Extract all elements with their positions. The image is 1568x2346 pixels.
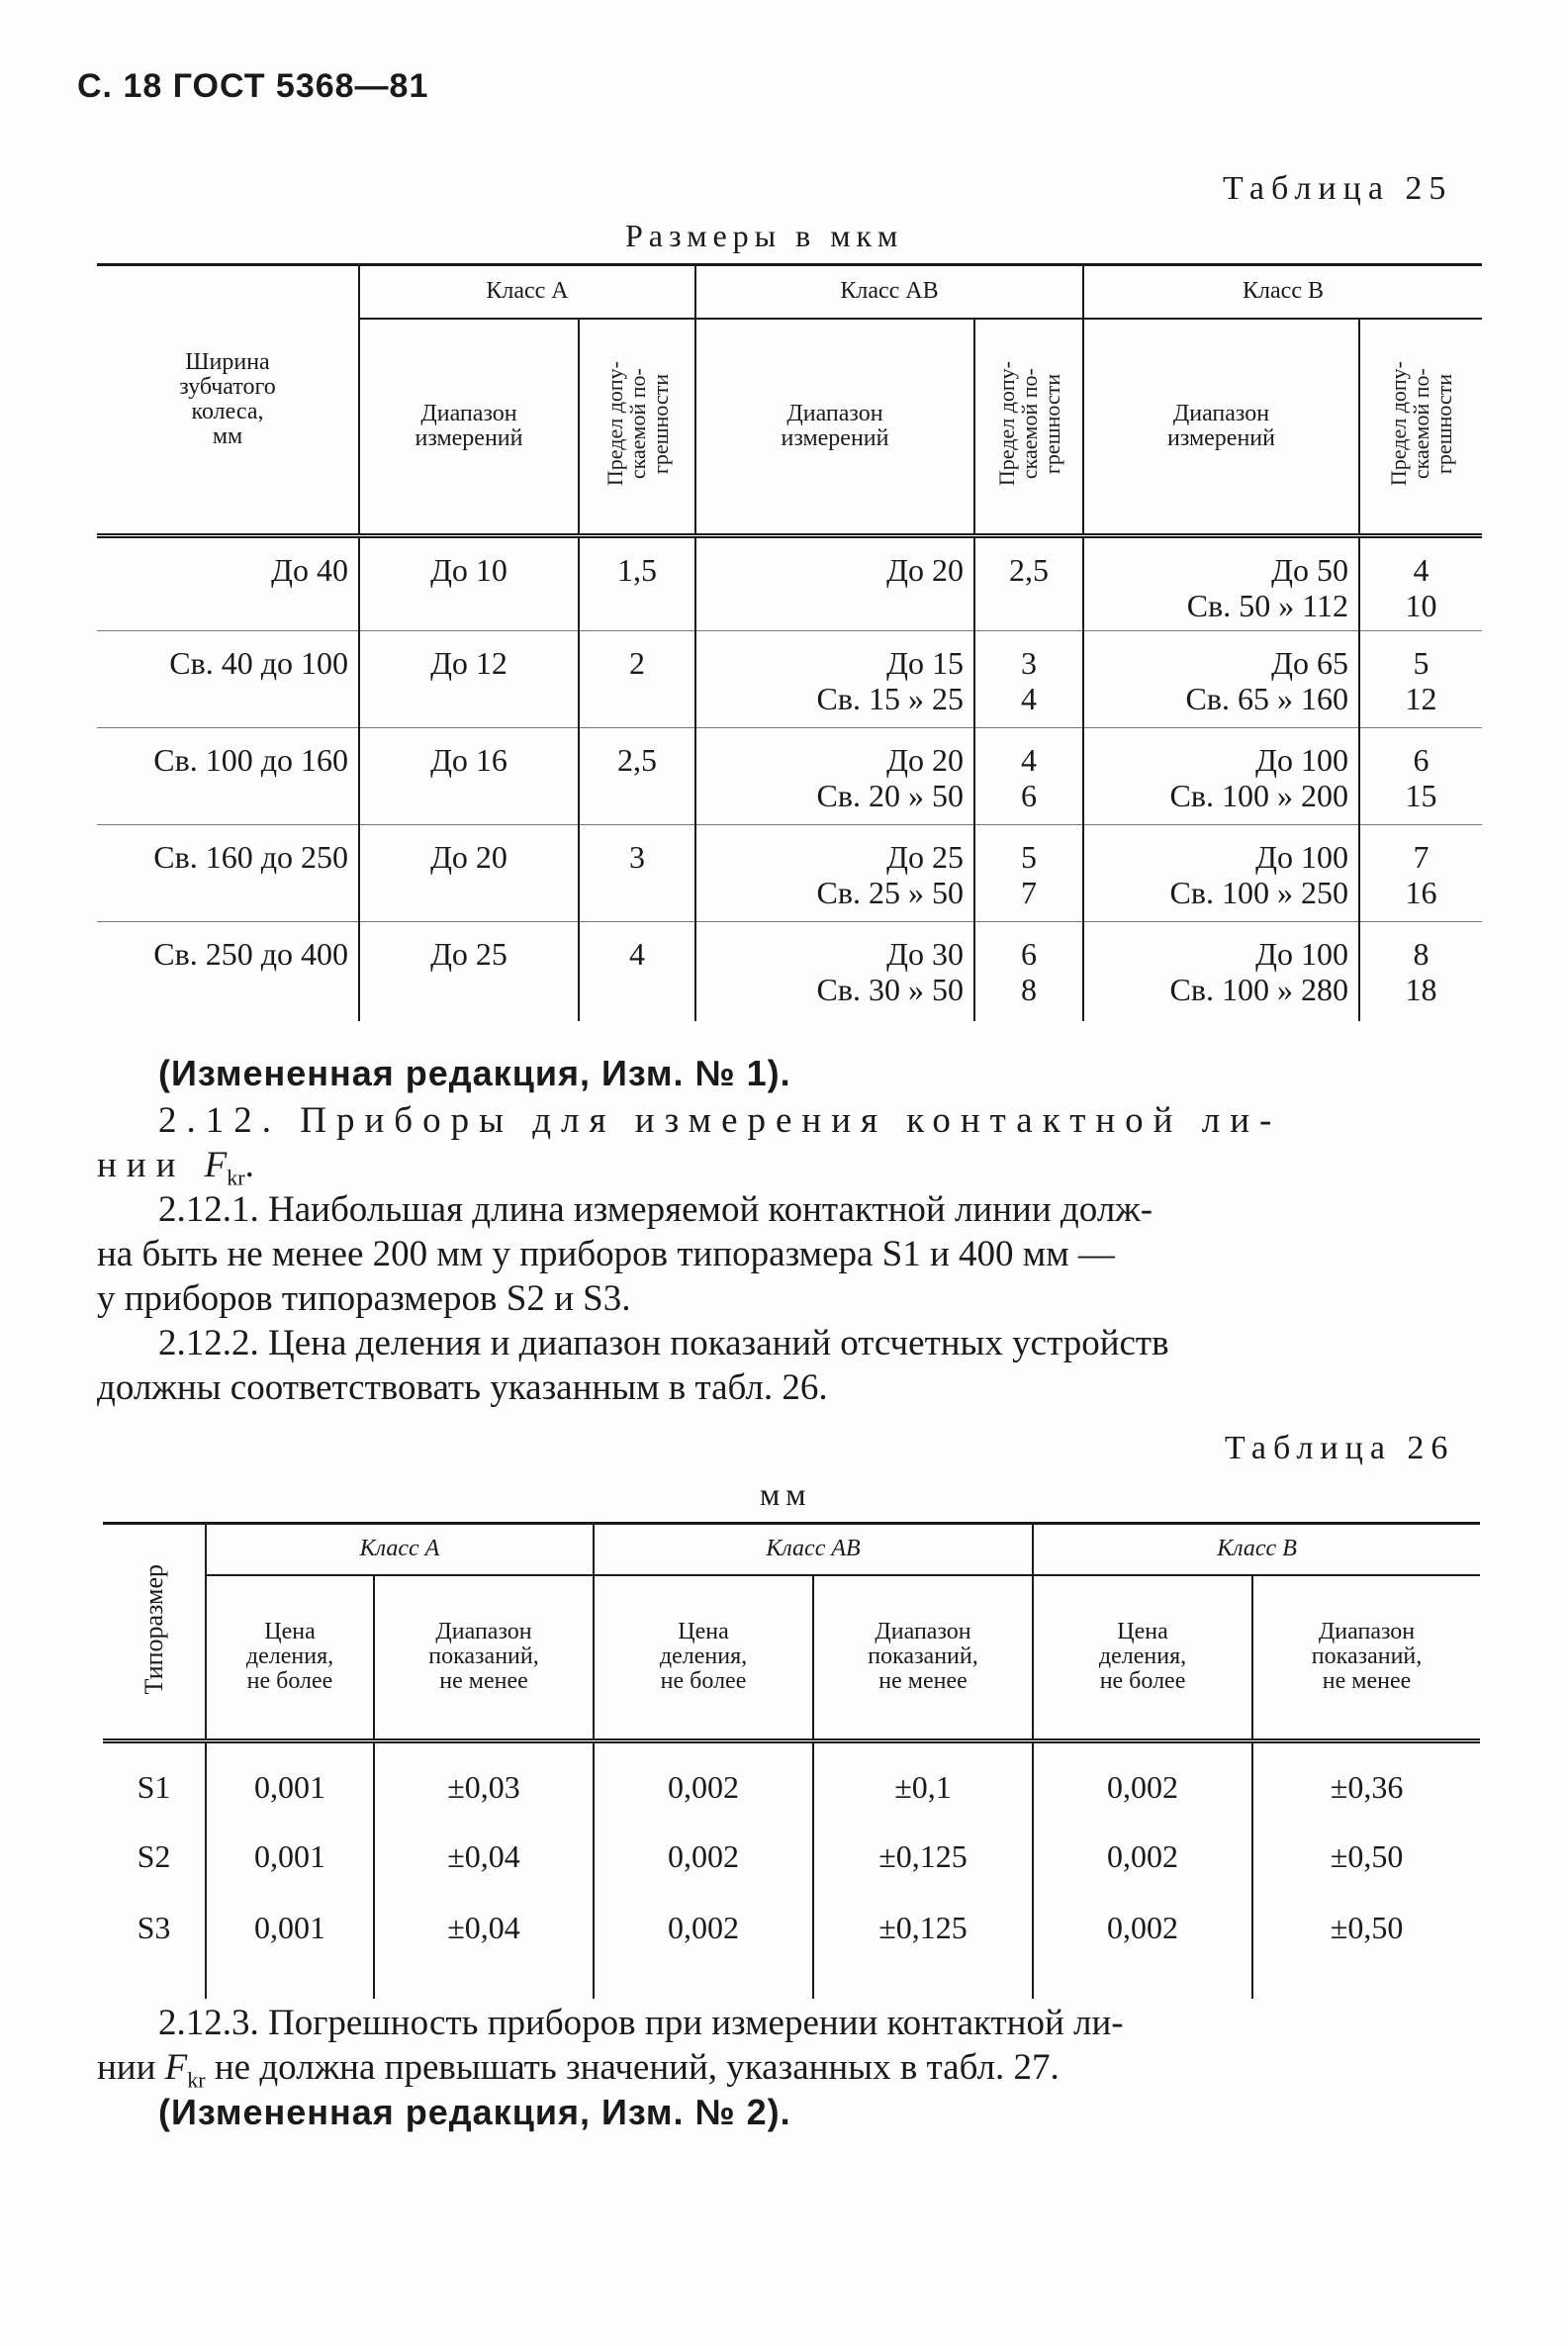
cell-ab-range: ±0,1 xyxy=(813,1741,1033,1829)
cell-b-range: ±0,50 xyxy=(1252,1829,1480,1900)
cell-b-range: До 65 Св. 65 » 160 xyxy=(1083,631,1359,728)
cell-ab-div: 0,002 xyxy=(594,1900,813,1999)
subheader-range-b: Диапазон измерений xyxy=(1083,319,1359,536)
cell-ab-range: ±0,125 xyxy=(813,1900,1033,1999)
col-header-width: Ширина зубчатого колеса, мм xyxy=(97,265,359,536)
table26-caption: Таблица 26 xyxy=(1225,1430,1455,1466)
cell-a-div: 0,001 xyxy=(206,1741,374,1829)
cell-ab-tol: 4 6 xyxy=(974,728,1083,825)
cell-a-range: ±0,03 xyxy=(374,1741,594,1829)
cell-b-range: До 100 Св. 100 » 250 xyxy=(1083,825,1359,922)
cell-ab-range: До 20 xyxy=(695,536,974,631)
para-2-12-2-line1: 2.12.2. Цена деления и диапазон показаний отсчетных устройств xyxy=(158,1323,1169,1363)
subheader-div-b: Цена деления, не более xyxy=(1033,1575,1252,1741)
subheader-tol-b: Предел допу- скаемой по- грешности xyxy=(1359,319,1482,536)
cell-a-range: До 25 xyxy=(359,922,579,1021)
para-2-12-1-line2: на быть не менее 200 мм у приборов типоразмера S1 и 400 мм — xyxy=(97,1234,1115,1274)
para-2-12-3-line1: 2.12.3. Погрешность приборов при измерении контактной ли- xyxy=(158,2003,1124,2043)
para-2-12-line2: нии $F_{kr}$. xyxy=(97,1145,254,1190)
cell-b-tol: 6 15 xyxy=(1359,728,1482,825)
subheader-range-a: Диапазон показаний, не менее xyxy=(374,1575,594,1741)
cell-b-range: ±0,50 xyxy=(1252,1900,1480,1999)
col-header-class-ab: Класс АВ xyxy=(594,1524,1033,1575)
subheader-range-ab: Диапазон показаний, не менее xyxy=(813,1575,1033,1741)
cell-ab-range: До 30 Св. 30 » 50 xyxy=(695,922,974,1021)
cell-ab-range: До 15 Св. 15 » 25 xyxy=(695,631,974,728)
table-26 xyxy=(103,1522,1480,1999)
subheader-div-a: Цена деления, не более xyxy=(206,1575,374,1741)
subheader-range-ab: Диапазон измерений xyxy=(695,319,974,536)
cell-b-range: До 100 Св. 100 » 200 xyxy=(1083,728,1359,825)
cell-width: Св. 250 до 400 xyxy=(153,936,348,972)
table-row xyxy=(103,1829,1480,1900)
cell-a-range: ±0,04 xyxy=(374,1829,594,1900)
table-row xyxy=(97,922,1482,1021)
cell-ab-div: 0,002 xyxy=(594,1741,813,1829)
table-row xyxy=(103,1741,1480,1829)
subheader-range-b: Диапазон показаний, не менее xyxy=(1252,1575,1480,1741)
cell-a-tol: 3 xyxy=(579,825,695,922)
cell-width: Св. 40 до 100 xyxy=(97,631,359,728)
table25-units: Размеры в мкм xyxy=(625,218,904,253)
edit-note-2: (Измененная редакция, Изм. № 2). xyxy=(158,2092,791,2132)
cell-b-div: 0,002 xyxy=(1033,1829,1252,1900)
table-row xyxy=(97,825,1482,922)
col-header-size: Типоразмер xyxy=(103,1524,206,1741)
cell-a-div: 0,001 xyxy=(206,1829,374,1900)
cell-width: Св. 160 до 250 xyxy=(97,825,359,922)
col-header-class-a: Класс А xyxy=(359,265,695,319)
para-2-12-3-line2: нии $F_{kr}$ не должна превышать значений, указанных в табл. 27. xyxy=(97,2047,1060,2093)
edit-note-1: (Измененная редакция, Изм. № 1). xyxy=(158,1053,791,1093)
col-header-class-a: Класс А xyxy=(206,1524,594,1575)
cell-b-range: До 50 Св. 50 » 112 xyxy=(1083,536,1359,631)
cell-a-range: До 20 xyxy=(359,825,579,922)
page-header: С. 18 ГОСТ 5368—81 xyxy=(77,67,429,105)
col-header-class-ab: Класс АВ xyxy=(695,265,1083,319)
para-2-12-2-line2: должны соответствовать указанным в табл. 26. xyxy=(97,1367,828,1408)
table25-caption: Таблица 25 xyxy=(1223,170,1453,207)
col-header-class-b: Класс В xyxy=(1033,1524,1480,1575)
cell-a-range: До 12 xyxy=(359,631,579,728)
cell-a-tol: 2,5 xyxy=(579,728,695,825)
cell-b-div: 0,002 xyxy=(1033,1900,1252,1999)
col-header-class-b: Класс В xyxy=(1083,265,1482,319)
cell-size: S1 xyxy=(137,1769,171,1805)
subheader-range-a: Диапазон измерений xyxy=(359,319,579,536)
cell-ab-range: До 25 Св. 25 » 50 xyxy=(695,825,974,922)
cell-a-range: До 10 xyxy=(359,536,579,631)
cell-b-range: До 100 Св. 100 » 280 xyxy=(1083,922,1359,1021)
cell-ab-range: ±0,125 xyxy=(813,1829,1033,1900)
cell-b-range: ±0,36 xyxy=(1252,1741,1480,1829)
cell-ab-range: До 20 Св. 20 » 50 xyxy=(695,728,974,825)
subheader-div-ab: Цена деления, не более xyxy=(594,1575,813,1741)
cell-b-tol: 5 12 xyxy=(1359,631,1482,728)
table-row xyxy=(97,728,1482,825)
table-row xyxy=(97,631,1482,728)
cell-width: Св. 100 до 160 xyxy=(97,728,359,825)
table-25 xyxy=(97,263,1482,1021)
cell-ab-tol: 5 7 xyxy=(974,825,1083,922)
cell-width: До 40 xyxy=(97,536,359,631)
cell-ab-tol: 2,5 xyxy=(974,536,1083,631)
cell-b-tol: 4 10 xyxy=(1359,536,1482,631)
table26-units: мм xyxy=(760,1476,812,1512)
cell-b-div: 0,002 xyxy=(1033,1741,1252,1829)
cell-b-tol: 8 18 xyxy=(1359,922,1482,1021)
subheader-tol-a: Предел допу- скаемой по- грешности xyxy=(579,319,695,536)
cell-ab-tol: 3 4 xyxy=(974,631,1083,728)
cell-a-div: 0,001 xyxy=(206,1900,374,1999)
cell-ab-div: 0,002 xyxy=(594,1829,813,1900)
cell-a-tol: 4 xyxy=(579,922,695,1021)
para-2-12-line1: 2.12. Приборы для измерения контактной ли- xyxy=(158,1100,1282,1141)
cell-ab-tol: 6 8 xyxy=(974,922,1083,1021)
para-2-12-1-line3: у приборов типоразмеров S2 и S3. xyxy=(97,1278,631,1319)
cell-a-tol: 1,5 xyxy=(579,536,695,631)
table-row xyxy=(97,536,1482,631)
cell-a-range: До 16 xyxy=(359,728,579,825)
table-row xyxy=(103,1900,1480,1999)
cell-b-tol: 7 16 xyxy=(1359,825,1482,922)
cell-a-range: ±0,04 xyxy=(374,1900,594,1999)
cell-size: S3 xyxy=(137,1909,171,1945)
cell-a-tol: 2 xyxy=(579,631,695,728)
subheader-tol-ab: Предел допу- скаемой по- грешности xyxy=(974,319,1083,536)
cell-size: S2 xyxy=(137,1837,171,1874)
para-2-12-1-line1: 2.12.1. Наибольшая длина измеряемой контактной линии долж- xyxy=(158,1189,1153,1230)
